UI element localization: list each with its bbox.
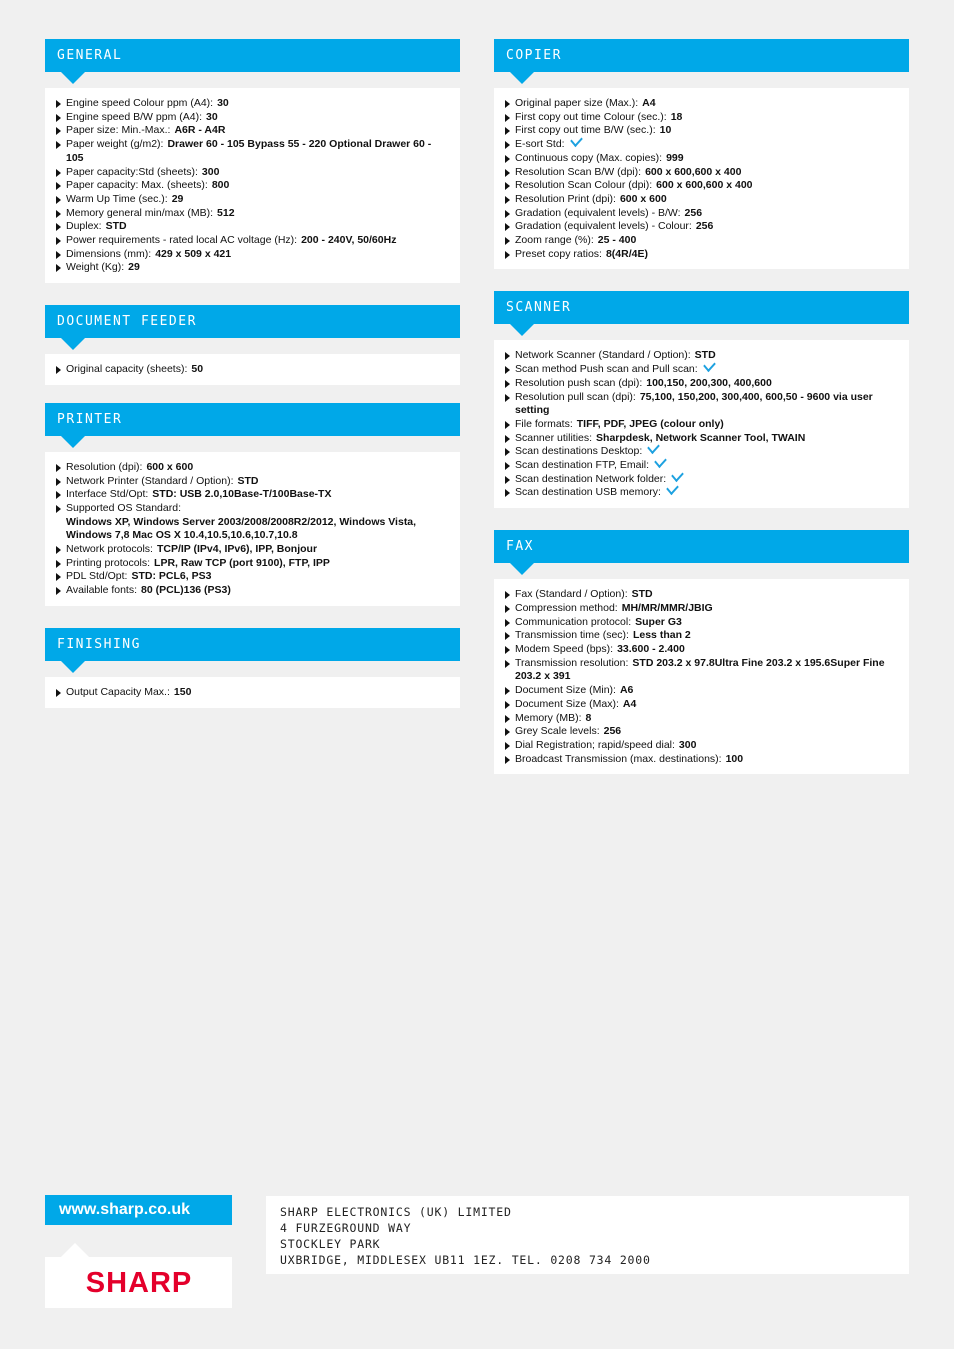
spec-item [504,234,897,248]
spec-label: Compression method: [515,601,618,614]
spec-label: Network Scanner (Standard / Option): [515,349,691,362]
spec-label: Gradation (equivalent levels) - B/W: [515,206,681,219]
spec-value: 100 [725,752,744,765]
spec-value: 600 x 600 [619,192,667,205]
section-general [45,39,460,283]
spec-label: Memory (MB): [515,711,582,724]
spec-value: Less than 2 [632,629,691,642]
spec-item [55,686,448,700]
spec-label: Paper size: Min.-Max.: [66,124,171,137]
spec-value: 100,150, 200,300, 400,600 [646,376,772,389]
spec-value: 999 [666,151,684,164]
spec-value: 29 [171,192,184,205]
spec-label: Printing protocols: [66,556,151,569]
section-body [45,354,460,385]
spec-label: Scan destination USB memory: [515,486,661,499]
spec-value: 18 [670,110,683,123]
spec-item [55,543,448,557]
spec-item [55,248,448,262]
spec-value: STD: PCL6, PS3 [131,570,212,583]
spec-label: Resolution push scan (dpi): [515,376,643,389]
spec-value: 150 [173,685,192,698]
header-pointer [61,72,85,84]
spec-item [504,220,897,234]
spec-value: Super G3 [635,615,682,628]
spec-item [55,207,448,221]
spec-value: 800 [211,179,230,192]
spec-label: PDL Std/Opt: [66,570,128,583]
section-body [45,452,460,606]
spec-item [504,588,897,602]
spec-label: Transmission time (sec): [515,629,629,642]
spec-label: Scanner utilities: [515,431,593,444]
spec-item [504,753,897,767]
spec-value: A4 [642,97,656,109]
spec-item [55,363,448,377]
spec-list [504,349,897,500]
spec-item [504,207,897,221]
spec-item [55,179,448,193]
section-header [45,403,460,436]
spec-value: 300 [678,738,697,751]
spec-value: Sharpdesk, Network Scanner Tool, TWAIN [596,431,806,444]
spec-label: Zoom range (%): [515,234,594,247]
spec-label: Weight (Kg): [66,261,125,274]
left-column [45,39,460,730]
spec-value: 8 [585,711,592,724]
spec-value: Drawer 60 - 105 Bypass 55 - 220 Optional Drawer 60 - 105 [66,138,432,164]
spec-value: 25 - 400 [597,234,637,247]
spec-item [504,179,897,193]
spec-value: STD [694,349,716,362]
section-header [494,530,909,563]
spec-item [504,486,897,500]
spec-label: Memory general min/max (MB): [66,206,214,219]
spec-label: Resolution Print (dpi): [515,192,616,205]
spec-label: Available fonts: [66,584,138,597]
spec-list [55,363,448,377]
spec-label: Paper capacity:Std (sheets): [66,165,198,178]
spec-label: Communication protocol: [515,615,632,628]
section-body [494,340,909,508]
section-header [45,305,460,338]
spec-item [504,138,897,152]
spec-label: Scan destinations Desktop: [515,445,643,458]
spec-label: Warm Up Time (sec.): [66,192,168,205]
section-body [494,88,909,269]
header-pointer [510,72,534,84]
spec-label: File formats: [515,417,573,430]
spec-value: 300 [201,165,220,178]
spec-item [504,445,897,459]
spec-value: MH/MR/MMR/JBIG [621,601,713,614]
header-pointer [510,324,534,336]
spec-value: 29 [128,261,140,274]
spec-value: 600 x 600,600 x 400 [645,165,742,178]
logo-tab [61,1243,89,1257]
spec-item [55,488,448,502]
spec-item [504,698,897,712]
spec-item [504,657,897,684]
spec-item [504,712,897,726]
spec-value: 256 [684,206,703,219]
spec-label: Resolution Scan Colour (dpi): [515,179,653,192]
spec-list [55,686,448,700]
spec-item [504,725,897,739]
section-body [494,579,909,774]
spec-value: 80 (PCL)136 (PS3) [141,584,231,597]
address-line: STOCKLEY PARK [280,1237,381,1251]
spec-item [504,739,897,753]
spec-label: Duplex: [66,220,102,233]
spec-list [504,588,897,766]
section-document-feeder [45,305,460,385]
spec-value: 33.600 - 2.400 [617,642,685,655]
spec-value: 30 [217,97,229,109]
website-link[interactable]: www.sharp.co.uk [45,1195,232,1225]
spec-value: 512 [217,206,235,219]
spec-label: Modem Speed (bps): [515,642,614,655]
spec-value: A4 [622,697,637,710]
spec-value: 256 [603,725,622,738]
spec-label: Paper weight (g/m2): [66,138,164,151]
spec-value: 8(4R/4E) [605,247,648,260]
section-fax [494,530,909,774]
spec-label: E-sort Std: [515,138,565,151]
spec-item [504,363,897,377]
section-finishing [45,628,460,708]
spec-label: Engine speed B/W ppm (A4): [66,110,202,123]
spec-item [55,570,448,584]
section-title: COPIER [506,48,562,63]
spec-value: STD [237,474,259,487]
sharp-logo-icon [57,1268,221,1298]
spec-item [504,377,897,391]
spec-item [55,220,448,234]
spec-value: STD [631,588,653,601]
spec-value: 200 - 240V, 50/60Hz [301,234,397,247]
spec-label: Paper capacity: Max. (sheets): [66,179,208,192]
spec-item [55,557,448,571]
spec-item [504,602,897,616]
spec-item [504,432,897,446]
spec-value: LPR, Raw TCP (port 9100), FTP, IPP [154,556,330,569]
spec-item [55,584,448,598]
spec-label: Transmission resolution: [515,656,629,669]
spec-label: Fax (Standard / Option): [515,588,628,601]
address-line: 4 FURZEGROUND WAY [280,1221,412,1235]
spec-value: A6 [619,684,634,697]
header-pointer [61,436,85,448]
spec-value: 30 [205,110,218,123]
section-header [45,39,460,72]
spec-item [504,643,897,657]
spec-value: 75,100, 150,200, 300,400, 600,50 - 9600 via user setting [515,390,873,417]
spec-label: Resolution (dpi): [66,460,143,473]
section-title: GENERAL [57,48,123,63]
spec-list [504,97,897,261]
spec-label: Broadcast Transmission (max. destinations): [515,752,722,765]
spec-label: Engine speed Colour ppm (A4): [66,97,214,109]
spec-item [55,475,448,489]
spec-label: Document Size (Min): [515,684,616,697]
spec-label: Grey Scale levels: [515,725,600,738]
spec-label: Interface Std/Opt: [66,488,149,501]
section-title: SCANNER [506,300,572,316]
header-pointer [61,661,85,673]
spec-item [504,629,897,643]
spec-item [504,193,897,207]
section-title: FAX [506,539,534,555]
spec-item [504,418,897,432]
right-column [494,39,909,796]
spec-label: Scan destination Network folder: [515,472,667,485]
spec-item [504,166,897,180]
spec-item [55,234,448,248]
spec-label: Original capacity (sheets): [66,363,188,376]
spec-value: 429 x 509 x 421 [155,247,232,260]
spec-label: Continuous copy (Max. copies): [515,151,663,164]
spec-label: Dimensions (mm): [66,247,152,260]
spec-value: 10 [659,124,672,137]
spec-value: 600 x 600 [146,460,194,473]
spec-label: Original paper size (Max.): [515,97,639,109]
section-body [45,677,460,708]
spec-value: 50 [191,363,204,376]
spec-item [55,461,448,475]
spec-item [504,349,897,363]
spec-item [504,111,897,125]
spec-label: Dial Registration; rapid/speed dial: [515,738,675,751]
spec-item [504,248,897,262]
section-header [494,291,909,324]
spec-value: A6R - A4R [174,124,226,137]
spec-label: Network protocols: [66,543,153,556]
spec-label: Preset copy ratios: [515,247,602,260]
spec-label: Resolution pull scan (dpi): [515,390,636,403]
spec-item [55,138,448,165]
spec-label: First copy out time B/W (sec.): [515,124,656,137]
spec-label: Supported OS Standard: [66,501,181,514]
spec-label: Gradation (equivalent levels) - Colour: [515,220,692,233]
spec-label: Network Printer (Standard / Option): [66,474,234,487]
spec-item [504,152,897,166]
spec-item [55,193,448,207]
spec-item [504,459,897,473]
spec-item [504,616,897,630]
svg-text:SHARP: SHARP [85,1268,193,1298]
section-title: PRINTER [57,411,123,427]
header-pointer [61,338,85,350]
spec-label: Scan destination FTP, Email: [515,459,650,472]
company-address [266,1196,909,1274]
spec-value: Windows XP, Windows Server 2003/2008/2008R2/2012, Windows Vista, Windows 7,8 Mac OS X 10.4,10.5,10.6,10.7,10.8 [66,515,417,542]
spec-label: First copy out time Colour (sec.): [515,110,667,123]
spec-value: STD: USB 2.0,10Base-T/100Base-TX [152,488,332,501]
section-scanner [494,291,909,508]
spec-item [55,111,448,125]
spec-item [504,473,897,487]
spec-list [55,97,448,275]
spec-label: Scan method Push scan and Pull scan: [515,363,698,376]
address-line: SHARP ELECTRONICS (UK) LIMITED [280,1205,512,1219]
spec-item [504,124,897,138]
sharp-logo [45,1257,232,1308]
section-title: DOCUMENT FEEDER [57,314,197,330]
spec-label: Resolution Scan B/W (dpi): [515,165,642,178]
section-header [45,628,460,661]
spec-label: Document Size (Max): [515,697,619,710]
address-line: UXBRIDGE, MIDDLESEX UB11 1EZ. TEL. 0208 734 2000 [280,1253,651,1267]
spec-item [504,391,897,418]
section-printer [45,403,460,606]
section-body [45,88,460,283]
section-title: FINISHING [57,636,141,652]
header-pointer [510,563,534,575]
spec-value: STD 203.2 x 97.8Ultra Fine 203.2 x 195.6Super Fine 203.2 x 391 [515,656,885,683]
spec-item [504,97,897,111]
spec-label: Power requirements - rated local AC voltage (Hz): [66,234,298,247]
spec-value: STD [105,220,127,233]
spec-value: 256 [695,220,714,233]
section-copier [494,39,909,269]
spec-value: TCP/IP (IPv4, IPv6), IPP, Bonjour [156,543,318,556]
spec-item [55,502,448,543]
spec-value: TIFF, PDF, JPEG (colour only) [576,417,724,430]
spec-label: Output Capacity Max.: [66,685,170,698]
spec-item [55,166,448,180]
section-header [494,39,909,72]
spec-item [55,261,448,275]
spec-value: 600 x 600,600 x 400 [656,179,753,192]
spec-item [55,124,448,138]
spec-item [504,684,897,698]
spec-list [55,461,448,598]
spec-item [55,97,448,111]
